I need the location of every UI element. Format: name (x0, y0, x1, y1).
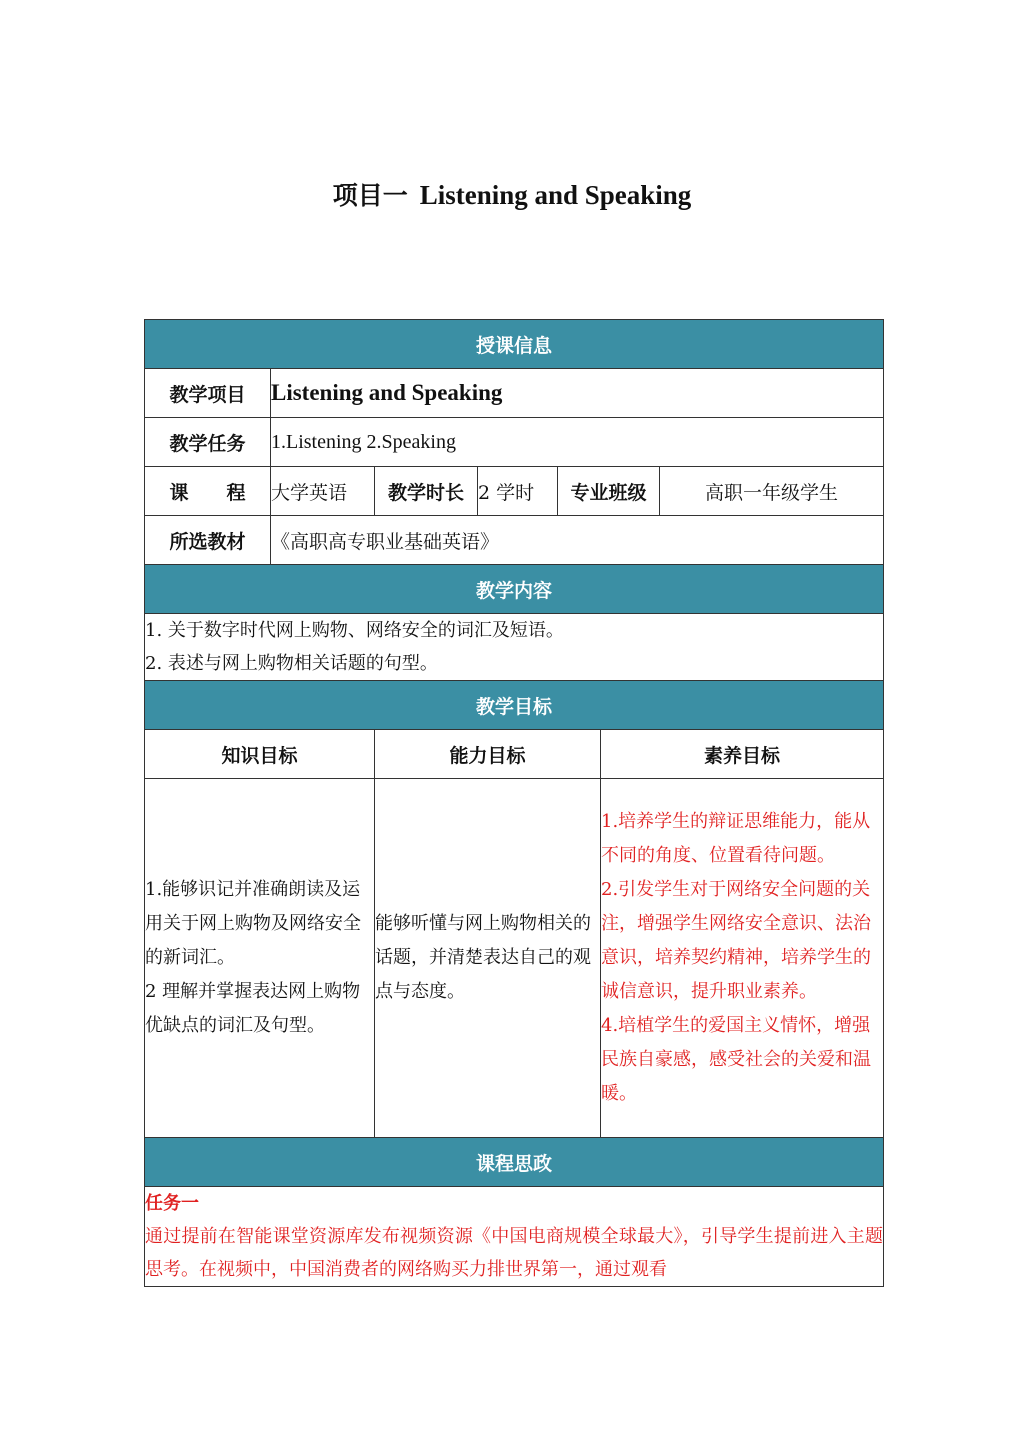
value-class: 高职一年级学生 (660, 467, 884, 516)
content-item: 1. 关于数字时代网上购物、网络安全的词汇及短语。 (145, 620, 564, 641)
header-knowledge-goals: 知识目标 (145, 730, 375, 779)
label-course: 课 程 (145, 467, 271, 516)
header-ability-goals: 能力目标 (375, 730, 601, 779)
literacy-goal-item: 4.培植学生的爱国主义情怀，增强民族自豪感，感受社会的关爱和温暖。 (601, 1015, 871, 1104)
ability-goals (375, 779, 601, 1138)
label-class: 专业班级 (558, 467, 660, 516)
section-header-teaching-goals: 教学目标 (145, 681, 884, 730)
ability-goal-item: 能够听懂与网上购物相关的话题，并清楚表达自己的观点与态度。 (375, 913, 591, 1002)
section-header-teaching-info: 授课信息 (145, 320, 884, 369)
knowledge-goal-item: 1.能够识记并准确朗读及运用关于网上购物及网络安全的新词汇。 (145, 879, 361, 968)
content-item: 2. 表述与网上购物相关话题的句型。 (145, 653, 438, 674)
label-teaching-task: 教学任务 (145, 418, 271, 467)
literacy-goals (601, 779, 884, 1138)
value-textbook: 《高职高专职业基础英语》 (271, 516, 884, 565)
value-teaching-task: 1.Listening 2.Speaking (271, 418, 884, 467)
header-literacy-goals: 素养目标 (601, 730, 884, 779)
page-title (0, 176, 1024, 212)
value-course: 大学英语 (271, 467, 375, 516)
teaching-content-list (145, 614, 884, 681)
section-header-course-politics: 课程思政 (145, 1138, 884, 1187)
label-duration: 教学时长 (375, 467, 478, 516)
course-politics-content (145, 1187, 884, 1287)
label-teaching-project: 教学项目 (145, 369, 271, 418)
politics-task-heading: 任务一 (145, 1193, 199, 1214)
value-teaching-project: Listening and Speaking (271, 369, 884, 418)
knowledge-goal-item: 2 理解并掌握表达网上购物优缺点的词汇及句型。 (145, 981, 361, 1036)
literacy-goal-item: 2.引发学生对于网络安全问题的关注，增强学生网络安全意识、法治意识，培养契约精神，培养学生的诚信意识，提升职业素养。 (601, 879, 871, 1002)
page-title-en: Listening and Speaking (419, 180, 692, 210)
knowledge-goals (145, 779, 375, 1138)
section-header-teaching-content: 教学内容 (145, 565, 884, 614)
page-title-cn: 项目一 (332, 181, 408, 210)
value-duration: 2 学时 (478, 467, 558, 516)
label-textbook: 所选教材 (145, 516, 271, 565)
literacy-goal-item: 1.培养学生的辩证思维能力，能从不同的角度、位置看待问题。 (601, 811, 871, 866)
lesson-plan-table (144, 319, 884, 1287)
politics-task-text: 通过提前在智能课堂资源库发布视频资源《中国电商规模全球最大》，引导学生提前进入主题思考。在视频中，中国消费者的网络购买力排世界第一，通过观看 (145, 1226, 884, 1280)
